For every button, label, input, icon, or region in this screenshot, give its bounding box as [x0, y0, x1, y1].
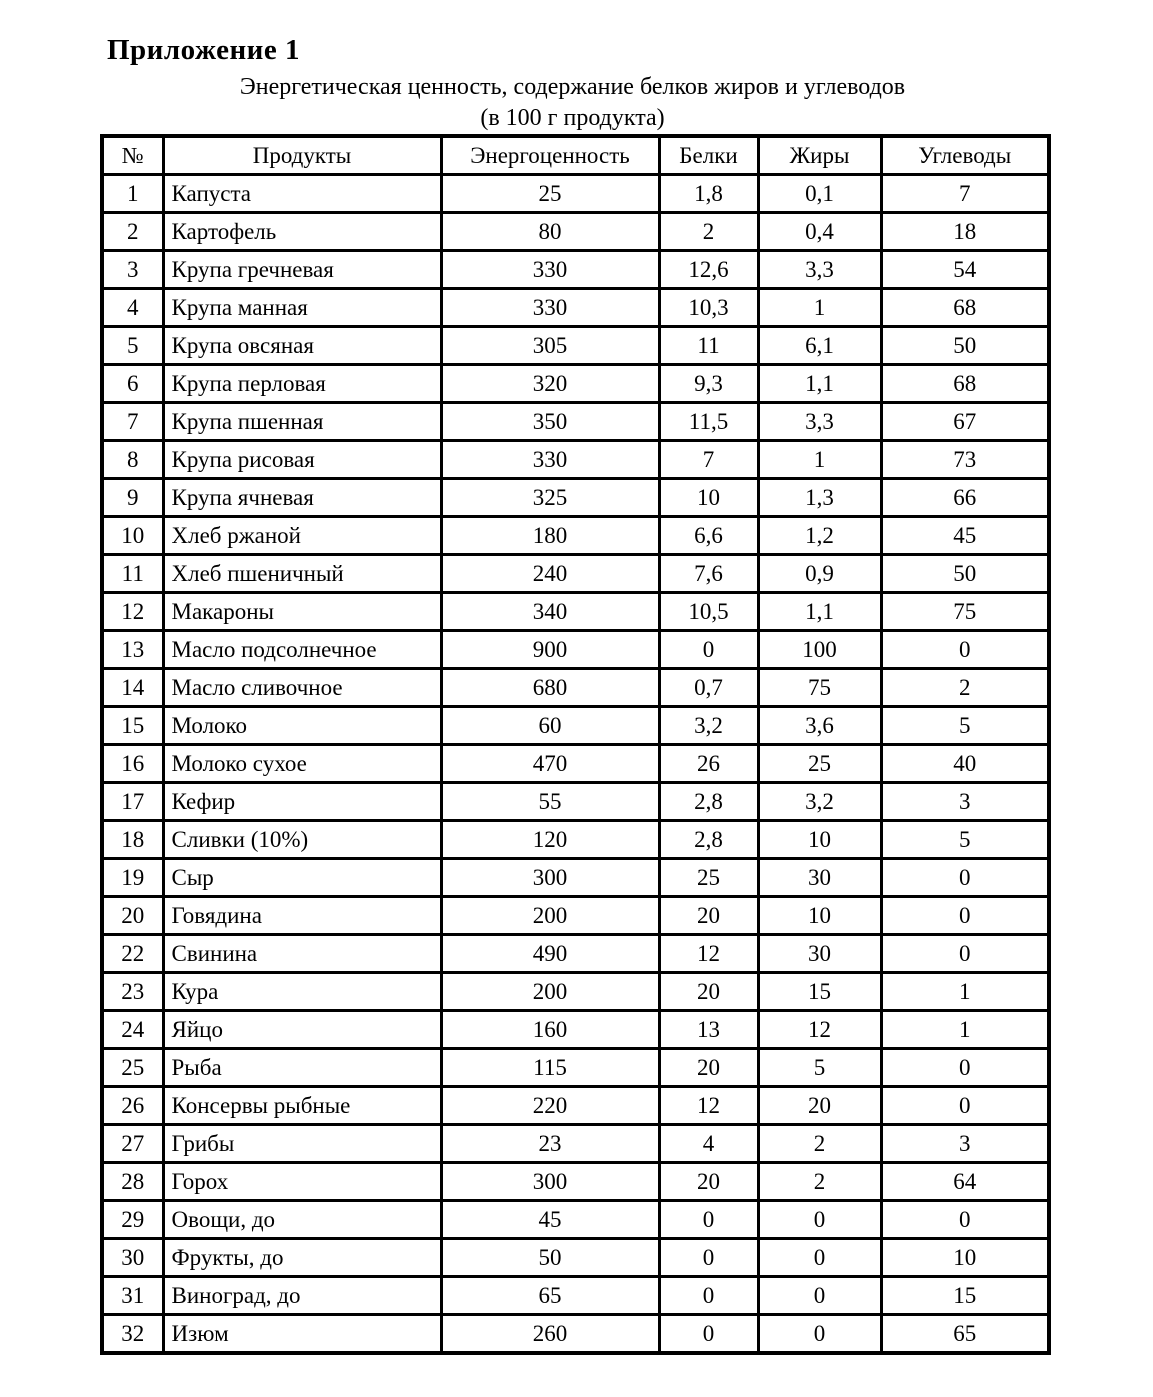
column-header-fat: Жиры — [758, 136, 881, 175]
cell-carbs: 10 — [881, 1239, 1049, 1277]
cell-product: Консервы рыбные — [163, 1087, 441, 1125]
cell-energy: 65 — [441, 1277, 659, 1315]
cell-protein: 1,8 — [659, 175, 758, 213]
cell-energy: 490 — [441, 935, 659, 973]
cell-fat: 100 — [758, 631, 881, 669]
cell-carbs: 0 — [881, 1201, 1049, 1239]
cell-product: Крупа гречневая — [163, 251, 441, 289]
cell-fat: 0 — [758, 1315, 881, 1354]
cell-protein: 20 — [659, 1163, 758, 1201]
cell-product: Овощи, до — [163, 1201, 441, 1239]
cell-energy: 320 — [441, 365, 659, 403]
cell-protein: 0,7 — [659, 669, 758, 707]
cell-product: Фрукты, до — [163, 1239, 441, 1277]
cell-carbs: 65 — [881, 1315, 1049, 1354]
cell-energy: 160 — [441, 1011, 659, 1049]
cell-carbs: 7 — [881, 175, 1049, 213]
cell-carbs: 40 — [881, 745, 1049, 783]
cell-carbs: 0 — [881, 935, 1049, 973]
cell-product: Масло сливочное — [163, 669, 441, 707]
cell-protein: 11,5 — [659, 403, 758, 441]
cell-number: 6 — [102, 365, 163, 403]
cell-carbs: 1 — [881, 973, 1049, 1011]
cell-number: 29 — [102, 1201, 163, 1239]
cell-carbs: 18 — [881, 213, 1049, 251]
cell-product: Хлеб ржаной — [163, 517, 441, 555]
cell-product: Крупа рисовая — [163, 441, 441, 479]
caption-line-1: Энергетическая ценность, содержание белков жиров и углеводов — [239, 74, 906, 100]
cell-product: Крупа ячневая — [163, 479, 441, 517]
cell-product: Макароны — [163, 593, 441, 631]
cell-carbs: 3 — [881, 783, 1049, 821]
cell-protein: 12,6 — [659, 251, 758, 289]
cell-protein: 0 — [659, 631, 758, 669]
cell-number: 13 — [102, 631, 163, 669]
cell-number: 31 — [102, 1277, 163, 1315]
cell-carbs: 0 — [881, 897, 1049, 935]
cell-product: Капуста — [163, 175, 441, 213]
cell-energy: 350 — [441, 403, 659, 441]
cell-energy: 330 — [441, 289, 659, 327]
cell-product: Масло подсолнечное — [163, 631, 441, 669]
cell-fat: 3,6 — [758, 707, 881, 745]
cell-number: 32 — [102, 1315, 163, 1354]
cell-carbs: 54 — [881, 251, 1049, 289]
cell-product: Крупа овсяная — [163, 327, 441, 365]
cell-fat: 0,9 — [758, 555, 881, 593]
cell-energy: 300 — [441, 1163, 659, 1201]
cell-carbs: 0 — [881, 859, 1049, 897]
column-header-energy: Энергоценность — [441, 136, 659, 175]
cell-number: 3 — [102, 251, 163, 289]
cell-number: 12 — [102, 593, 163, 631]
cell-number: 30 — [102, 1239, 163, 1277]
cell-energy: 200 — [441, 897, 659, 935]
cell-fat: 10 — [758, 897, 881, 935]
cell-product: Сливки (10%) — [163, 821, 441, 859]
cell-product: Крупа перловая — [163, 365, 441, 403]
cell-number: 11 — [102, 555, 163, 593]
table-row — [102, 631, 1049, 669]
cell-carbs: 68 — [881, 289, 1049, 327]
cell-product: Хлеб пшеничный — [163, 555, 441, 593]
cell-number: 17 — [102, 783, 163, 821]
cell-fat: 3,3 — [758, 251, 881, 289]
table-row — [102, 859, 1049, 897]
cell-energy: 240 — [441, 555, 659, 593]
cell-fat: 30 — [758, 859, 881, 897]
cell-protein: 0 — [659, 1201, 758, 1239]
nutrition-table — [100, 134, 1051, 1355]
cell-protein: 0 — [659, 1239, 758, 1277]
cell-protein: 12 — [659, 935, 758, 973]
cell-number: 5 — [102, 327, 163, 365]
cell-number: 15 — [102, 707, 163, 745]
cell-energy: 330 — [441, 251, 659, 289]
table-body — [102, 175, 1049, 1354]
cell-energy: 115 — [441, 1049, 659, 1087]
cell-fat: 0,4 — [758, 213, 881, 251]
cell-carbs: 73 — [881, 441, 1049, 479]
cell-energy: 80 — [441, 213, 659, 251]
caption-line-2: (в 100 г продукта) — [480, 105, 665, 131]
cell-protein: 12 — [659, 1087, 758, 1125]
cell-protein: 2,8 — [659, 783, 758, 821]
cell-energy: 45 — [441, 1201, 659, 1239]
cell-product: Рыба — [163, 1049, 441, 1087]
cell-energy: 50 — [441, 1239, 659, 1277]
cell-number: 1 — [102, 175, 163, 213]
table-row — [102, 1239, 1049, 1277]
cell-protein: 10 — [659, 479, 758, 517]
page-title: Приложение 1 — [107, 34, 300, 66]
column-header-number: № — [102, 136, 163, 175]
cell-carbs: 66 — [881, 479, 1049, 517]
cell-protein: 10,3 — [659, 289, 758, 327]
cell-number: 2 — [102, 213, 163, 251]
table-row — [102, 479, 1049, 517]
cell-fat: 1 — [758, 441, 881, 479]
table-row — [102, 745, 1049, 783]
cell-fat: 2 — [758, 1163, 881, 1201]
cell-energy: 60 — [441, 707, 659, 745]
cell-number: 9 — [102, 479, 163, 517]
cell-protein: 2 — [659, 213, 758, 251]
cell-carbs: 64 — [881, 1163, 1049, 1201]
cell-protein: 25 — [659, 859, 758, 897]
cell-fat: 1,2 — [758, 517, 881, 555]
cell-product: Горох — [163, 1163, 441, 1201]
cell-fat: 30 — [758, 935, 881, 973]
cell-number: 24 — [102, 1011, 163, 1049]
cell-carbs: 2 — [881, 669, 1049, 707]
cell-number: 20 — [102, 897, 163, 935]
cell-fat: 0 — [758, 1277, 881, 1315]
cell-fat: 2 — [758, 1125, 881, 1163]
cell-fat: 25 — [758, 745, 881, 783]
cell-energy: 200 — [441, 973, 659, 1011]
cell-product: Крупа пшенная — [163, 403, 441, 441]
cell-fat: 12 — [758, 1011, 881, 1049]
cell-product: Изюм — [163, 1315, 441, 1354]
cell-fat: 3,3 — [758, 403, 881, 441]
cell-energy: 340 — [441, 593, 659, 631]
cell-product: Кура — [163, 973, 441, 1011]
cell-number: 26 — [102, 1087, 163, 1125]
table-row — [102, 935, 1049, 973]
cell-energy: 330 — [441, 441, 659, 479]
cell-energy: 180 — [441, 517, 659, 555]
cell-number: 27 — [102, 1125, 163, 1163]
table-row — [102, 1049, 1049, 1087]
cell-number: 18 — [102, 821, 163, 859]
cell-number: 10 — [102, 517, 163, 555]
table-row — [102, 1125, 1049, 1163]
cell-protein: 10,5 — [659, 593, 758, 631]
cell-product: Грибы — [163, 1125, 441, 1163]
cell-fat: 5 — [758, 1049, 881, 1087]
table-row — [102, 251, 1049, 289]
cell-carbs: 1 — [881, 1011, 1049, 1049]
table-row — [102, 783, 1049, 821]
cell-energy: 305 — [441, 327, 659, 365]
cell-fat: 20 — [758, 1087, 881, 1125]
cell-number: 8 — [102, 441, 163, 479]
cell-number: 23 — [102, 973, 163, 1011]
cell-protein: 7,6 — [659, 555, 758, 593]
cell-energy: 23 — [441, 1125, 659, 1163]
cell-product: Крупа манная — [163, 289, 441, 327]
cell-carbs: 68 — [881, 365, 1049, 403]
table-row — [102, 1315, 1049, 1354]
table-row — [102, 669, 1049, 707]
cell-energy: 470 — [441, 745, 659, 783]
cell-carbs: 50 — [881, 555, 1049, 593]
cell-carbs: 15 — [881, 1277, 1049, 1315]
cell-product: Яйцо — [163, 1011, 441, 1049]
cell-protein: 20 — [659, 897, 758, 935]
cell-fat: 0 — [758, 1201, 881, 1239]
cell-energy: 120 — [441, 821, 659, 859]
cell-energy: 25 — [441, 175, 659, 213]
cell-fat: 10 — [758, 821, 881, 859]
table-row — [102, 821, 1049, 859]
table-row — [102, 973, 1049, 1011]
cell-number: 28 — [102, 1163, 163, 1201]
cell-fat: 75 — [758, 669, 881, 707]
cell-fat: 1,3 — [758, 479, 881, 517]
cell-carbs: 75 — [881, 593, 1049, 631]
table-row — [102, 1201, 1049, 1239]
column-header-products: Продукты — [163, 136, 441, 175]
cell-product: Виноград, до — [163, 1277, 441, 1315]
cell-protein: 0 — [659, 1315, 758, 1354]
table-header — [102, 136, 1049, 175]
cell-product: Молоко сухое — [163, 745, 441, 783]
cell-product: Кефир — [163, 783, 441, 821]
cell-number: 19 — [102, 859, 163, 897]
cell-carbs: 45 — [881, 517, 1049, 555]
table-caption — [100, 72, 1045, 134]
cell-fat: 1,1 — [758, 593, 881, 631]
cell-fat: 1 — [758, 289, 881, 327]
cell-product: Картофель — [163, 213, 441, 251]
cell-protein: 9,3 — [659, 365, 758, 403]
cell-energy: 300 — [441, 859, 659, 897]
cell-protein: 0 — [659, 1277, 758, 1315]
cell-fat: 3,2 — [758, 783, 881, 821]
table-row — [102, 175, 1049, 213]
cell-number: 7 — [102, 403, 163, 441]
cell-protein: 20 — [659, 1049, 758, 1087]
cell-energy: 680 — [441, 669, 659, 707]
table-header-row — [102, 136, 1049, 175]
cell-carbs: 50 — [881, 327, 1049, 365]
cell-product: Сыр — [163, 859, 441, 897]
cell-carbs: 5 — [881, 821, 1049, 859]
cell-protein: 13 — [659, 1011, 758, 1049]
table-row — [102, 403, 1049, 441]
table-row — [102, 517, 1049, 555]
cell-protein: 20 — [659, 973, 758, 1011]
cell-carbs: 5 — [881, 707, 1049, 745]
cell-protein: 26 — [659, 745, 758, 783]
cell-protein: 6,6 — [659, 517, 758, 555]
column-header-protein: Белки — [659, 136, 758, 175]
cell-protein: 11 — [659, 327, 758, 365]
cell-fat: 0 — [758, 1239, 881, 1277]
cell-number: 14 — [102, 669, 163, 707]
cell-product: Молоко — [163, 707, 441, 745]
cell-number: 16 — [102, 745, 163, 783]
cell-energy: 220 — [441, 1087, 659, 1125]
cell-number: 22 — [102, 935, 163, 973]
table-row — [102, 707, 1049, 745]
cell-protein: 4 — [659, 1125, 758, 1163]
cell-carbs: 0 — [881, 1087, 1049, 1125]
cell-carbs: 3 — [881, 1125, 1049, 1163]
cell-energy: 900 — [441, 631, 659, 669]
cell-carbs: 67 — [881, 403, 1049, 441]
table-row — [102, 1277, 1049, 1315]
cell-protein: 3,2 — [659, 707, 758, 745]
cell-fat: 0,1 — [758, 175, 881, 213]
cell-energy: 260 — [441, 1315, 659, 1354]
table-row — [102, 213, 1049, 251]
cell-energy: 55 — [441, 783, 659, 821]
cell-fat: 6,1 — [758, 327, 881, 365]
table-row — [102, 327, 1049, 365]
table-row — [102, 555, 1049, 593]
table-row — [102, 365, 1049, 403]
table-row — [102, 441, 1049, 479]
cell-energy: 325 — [441, 479, 659, 517]
cell-number: 4 — [102, 289, 163, 327]
cell-protein: 2,8 — [659, 821, 758, 859]
table-row — [102, 289, 1049, 327]
table-row — [102, 897, 1049, 935]
cell-carbs: 0 — [881, 631, 1049, 669]
column-header-carbs: Углеводы — [881, 136, 1049, 175]
cell-carbs: 0 — [881, 1049, 1049, 1087]
cell-protein: 7 — [659, 441, 758, 479]
table-row — [102, 593, 1049, 631]
table-row — [102, 1163, 1049, 1201]
cell-fat: 1,1 — [758, 365, 881, 403]
table-row — [102, 1011, 1049, 1049]
cell-fat: 15 — [758, 973, 881, 1011]
cell-product: Говядина — [163, 897, 441, 935]
cell-number: 25 — [102, 1049, 163, 1087]
cell-product: Свинина — [163, 935, 441, 973]
table-row — [102, 1087, 1049, 1125]
